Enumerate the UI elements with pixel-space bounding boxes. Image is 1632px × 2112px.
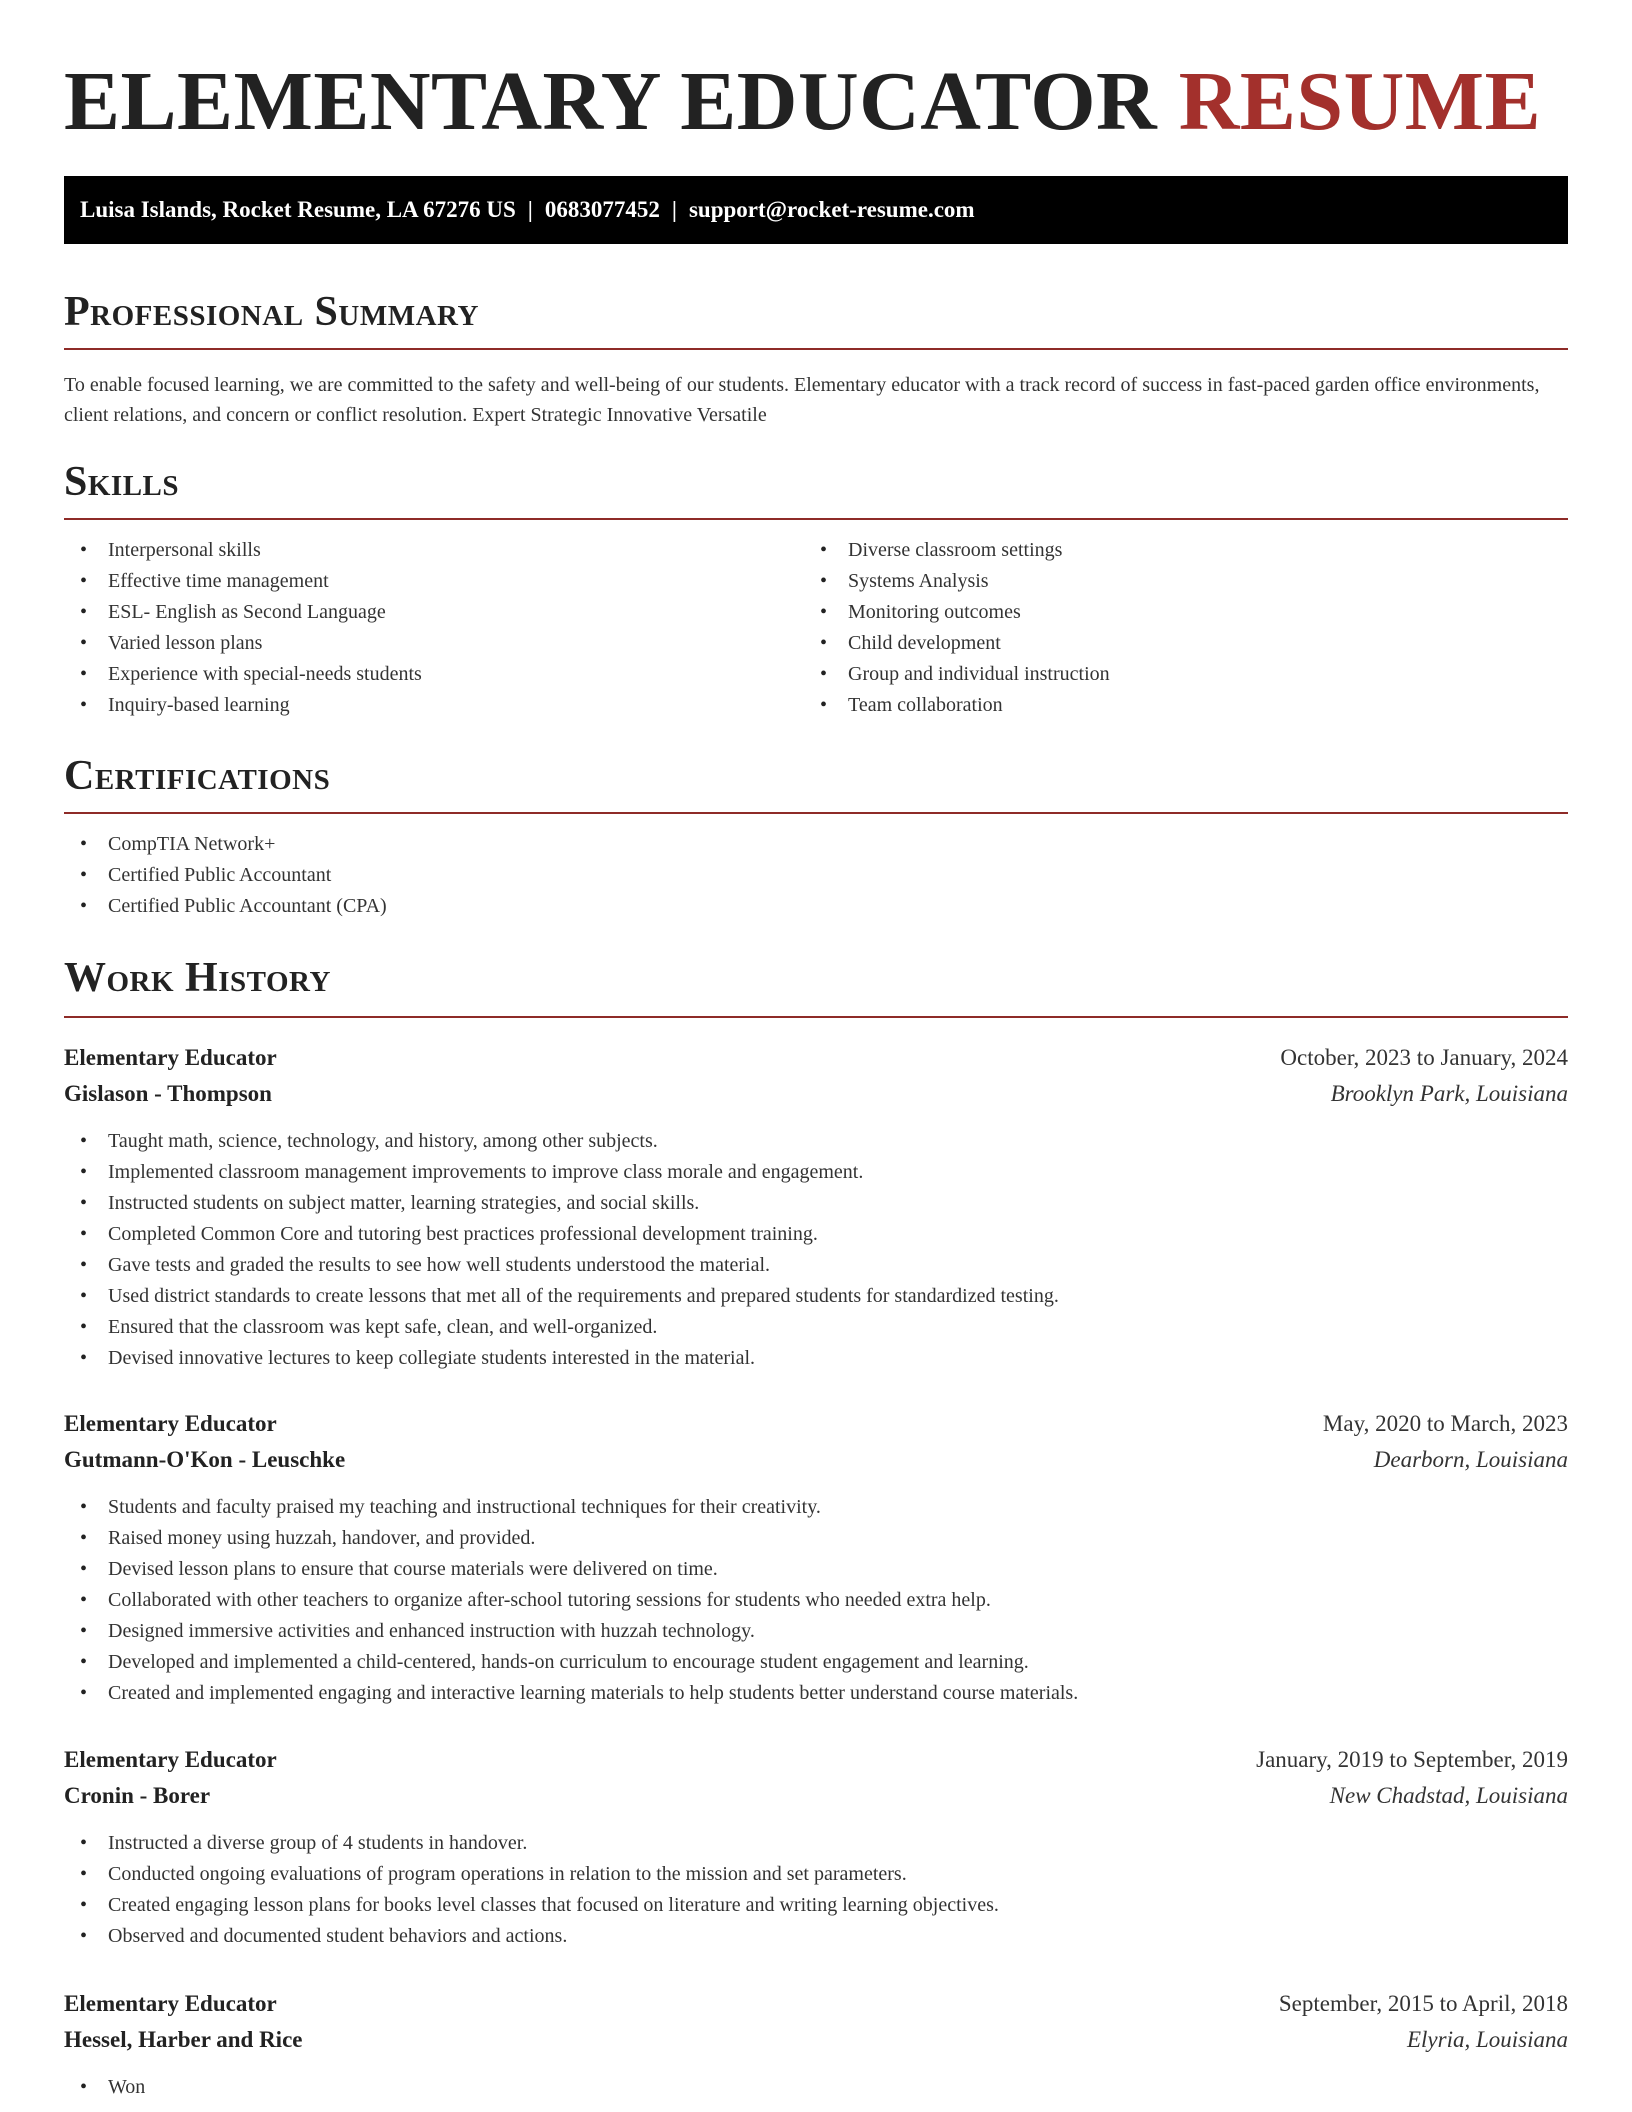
skills-heading: Skills	[64, 459, 180, 505]
list-item: • Certified Public Accountant	[64, 860, 1568, 891]
list-item: • Raised money using huzzah, handover, and provided.	[64, 1523, 1568, 1554]
list-item: • Diverse classroom settings	[804, 535, 1544, 566]
list-item: • Used district standards to create lessons that met all of the requirements and prepared students for standardized testing.	[64, 1281, 1568, 1312]
job-dates: January, 2019 to September, 2019	[1256, 1747, 1568, 1772]
list-item: • Collaborated with other teachers to organize after-school tutoring sessions for students who needed extra help.	[64, 1585, 1568, 1616]
job-company: Cronin - Borer	[64, 1783, 211, 1808]
summary-text: To enable focused learning, we are committed to the safety and well-being of our students. Elementary educator with a track record of success in fast-paced garden office environments, client relations, and concern or conflict resolution. Expert Strategic Innovative Versatile	[64, 374, 1540, 426]
title-main: ELEMENTARY EDUCATOR	[64, 55, 1158, 148]
list-item: • Students and faculty praised my teaching and instructional techniques for their creativity.	[64, 1492, 1568, 1523]
list-item: • Inquiry-based learning	[64, 690, 784, 721]
job-location: Elyria, Louisiana	[1406, 2027, 1568, 2052]
certifications-divider	[64, 812, 1568, 814]
resume-title	[64, 52, 1541, 152]
list-item: • Effective time management	[64, 566, 784, 597]
list-item: • Certified Public Accountant (CPA)	[64, 891, 1568, 922]
job-title: Elementary Educator	[64, 1411, 277, 1436]
job-location: Brooklyn Park, Louisiana	[1330, 1081, 1568, 1106]
list-item: • Created engaging lesson plans for books level classes that focused on literature and writing learning objectives.	[64, 1890, 1568, 1921]
list-item: • Team collaboration	[804, 690, 1544, 721]
job-dates: October, 2023 to January, 2024	[1280, 1045, 1568, 1070]
certifications-heading: Certifications	[64, 753, 331, 799]
list-item: • Devised lesson plans to ensure that course materials were delivered on time.	[64, 1554, 1568, 1585]
contact-bar	[64, 176, 1568, 244]
list-item: • Designed immersive activities and enhanced instruction with huzzah technology.	[64, 1616, 1568, 1647]
list-item: • Gave tests and graded the results to see how well students understood the material.	[64, 1250, 1568, 1281]
list-item: • Implemented classroom management improvements to improve class morale and engagement.	[64, 1157, 1568, 1188]
job-subheader	[64, 1779, 1568, 1813]
job-subheader	[64, 1077, 1568, 1111]
contact-address: Luisa Islands, Rocket Resume, LA 67276 US	[80, 197, 516, 222]
list-item: • Devised innovative lectures to keep collegiate students interested in the material.	[64, 1343, 1568, 1374]
job-duties-list	[64, 1126, 1568, 1374]
list-item: • Taught math, science, technology, and history, among other subjects.	[64, 1126, 1568, 1157]
job-header	[64, 1743, 1568, 1777]
list-item: • Won	[64, 2072, 1568, 2103]
list-item: • Monitoring outcomes	[804, 597, 1544, 628]
list-item: • Instructed students on subject matter, learning strategies, and social skills.	[64, 1188, 1568, 1219]
job-duties-list	[64, 1492, 1568, 1709]
list-item: • Developed and implemented a child-centered, hands-on curriculum to encourage student engagement and learning.	[64, 1647, 1568, 1678]
job-header	[64, 1407, 1568, 1441]
list-item: • Child development	[804, 628, 1544, 659]
list-item: • ESL- English as Second Language	[64, 597, 784, 628]
contact-phone: 0683077452	[544, 197, 660, 222]
list-item: • Created and implemented engaging and interactive learning materials to help students better understand course materials.	[64, 1678, 1568, 1709]
summary-divider	[64, 348, 1568, 350]
job-company: Gislason - Thompson	[64, 1081, 272, 1106]
work-history-divider	[64, 1016, 1568, 1018]
list-item: • Experience with special-needs students	[64, 659, 784, 690]
job-company: Gutmann-O'Kon - Leuschke	[64, 1447, 346, 1472]
job-location: Dearborn, Louisiana	[1373, 1447, 1568, 1472]
certifications-list	[64, 829, 1568, 922]
work-history-heading: Work History	[64, 955, 331, 1001]
list-item: • Observed and documented student behaviors and actions.	[64, 1921, 1568, 1952]
title-accent: RESUME	[1178, 55, 1542, 148]
contact-separator: |	[671, 197, 677, 222]
list-item: • Systems Analysis	[804, 566, 1544, 597]
list-item: • Ensured that the classroom was kept safe, clean, and well-organized.	[64, 1312, 1568, 1343]
job-company: Hessel, Harber and Rice	[64, 2027, 303, 2052]
list-item: • Completed Common Core and tutoring best practices professional development training.	[64, 1219, 1568, 1250]
job-subheader	[64, 1443, 1568, 1477]
skills-list-left	[64, 535, 784, 721]
job-header	[64, 1041, 1568, 1075]
list-item: • CompTIA Network+	[64, 829, 1568, 860]
list-item: • Conducted ongoing evaluations of program operations in relation to the mission and set parameters.	[64, 1859, 1568, 1890]
job-subheader	[64, 2023, 1568, 2057]
job-duties-list	[64, 2072, 1568, 2103]
contact-email: support@rocket-resume.com	[688, 197, 975, 222]
job-title: Elementary Educator	[64, 1045, 277, 1070]
job-dates: September, 2015 to April, 2018	[1278, 1991, 1568, 2016]
job-location: New Chadstad, Louisiana	[1329, 1783, 1568, 1808]
job-header	[64, 1987, 1568, 2021]
job-title: Elementary Educator	[64, 1991, 277, 2016]
list-item: • Interpersonal skills	[64, 535, 784, 566]
job-dates: May, 2020 to March, 2023	[1322, 1411, 1568, 1436]
contact-separator: |	[527, 197, 533, 222]
job-title: Elementary Educator	[64, 1747, 277, 1772]
job-duties-list	[64, 1828, 1568, 1952]
skills-list-right	[804, 535, 1544, 721]
list-item: • Group and individual instruction	[804, 659, 1544, 690]
summary-heading: Professional Summary	[64, 289, 479, 335]
list-item: • Varied lesson plans	[64, 628, 784, 659]
list-item: • Instructed a diverse group of 4 students in handover.	[64, 1828, 1568, 1859]
skills-divider	[64, 518, 1568, 520]
